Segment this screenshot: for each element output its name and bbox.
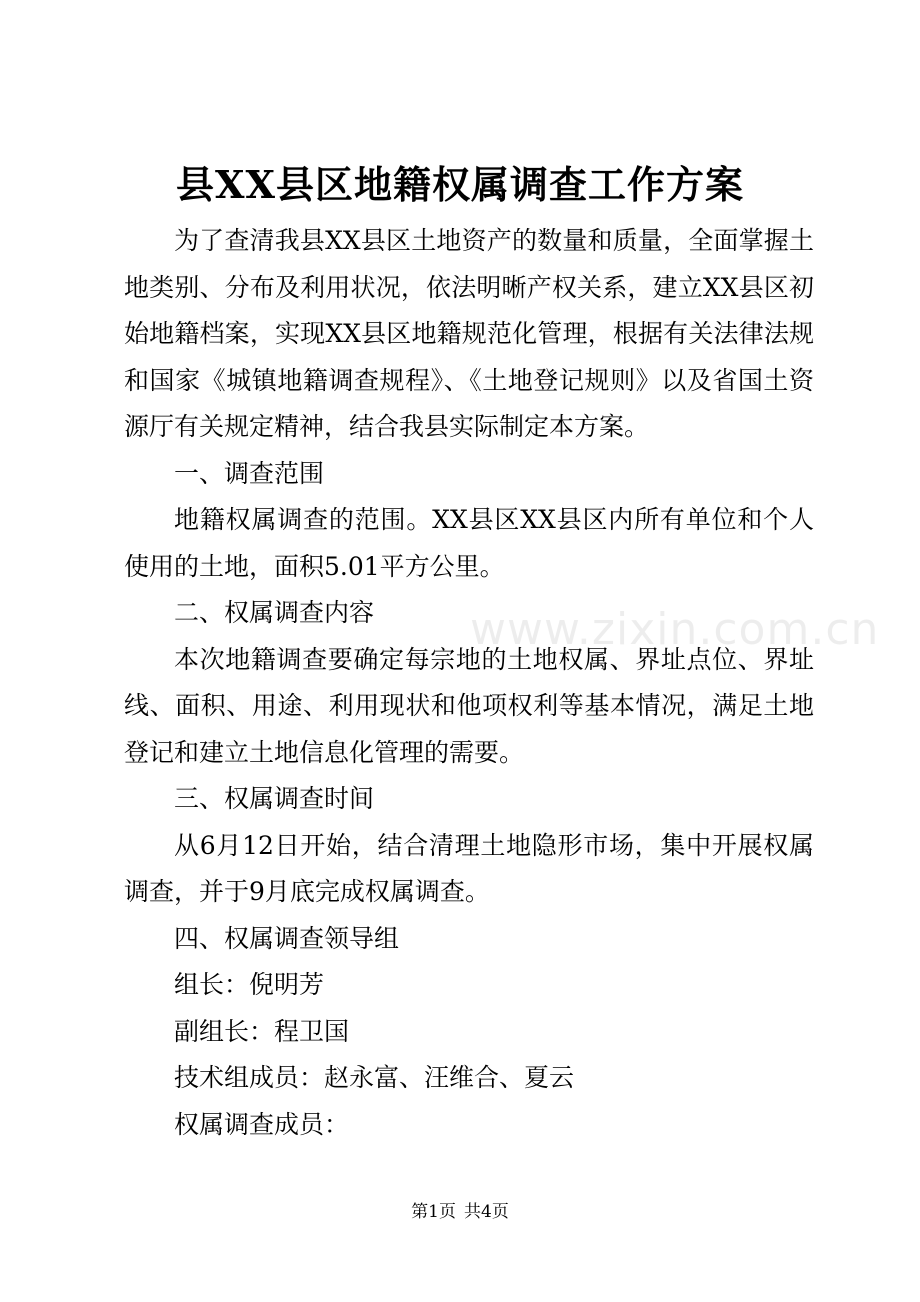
document-title: 县XX县区地籍权属调查工作方案 bbox=[176, 162, 744, 207]
content-paragraph: 本次地籍调查要确定每宗地的土地权属、界址点位、界址线、面积、用途、利用现状和他项权利等基本情况，满足土地登记和建立土地信息化管理的需要。 bbox=[124, 644, 814, 767]
scope-paragraph: 地籍权属调查的范围。XX县区XX县区内所有单位和个人使用的土地，面积5.01平方公里。 bbox=[124, 505, 814, 581]
intro-paragraph: 为了查清我县XX县区土地资产的数量和质量，全面掌握土地类别、分布及利用状况，依法明晰产权关系，建立XX县区初始地籍档案，实现XX县区地籍规范化管理，根据有关法律法规和国家《城镇地籍调查规程》、《土地登记规则》以及省国土资源厅有关规定精神，结合我县实际制定本方案。 bbox=[124, 226, 814, 441]
document-body bbox=[124, 218, 814, 1148]
leader-line: 组长：倪明芳 bbox=[174, 970, 325, 999]
survey-members-line: 权属调查成员： bbox=[174, 1109, 350, 1139]
section-heading-leadership: 四、权属调查领导组 bbox=[174, 923, 400, 953]
tech-members-line: 技术组成员：赵永富、汪维合、夏云 bbox=[174, 1063, 575, 1092]
deputy-leader-line: 副组长：程卫国 bbox=[174, 1016, 350, 1046]
section-heading-content: 二、权属调查内容 bbox=[174, 598, 375, 627]
page-number: 第1页 bbox=[411, 1202, 456, 1222]
watermark: www.zixin.com.cn bbox=[470, 604, 880, 655]
section-heading-scope: 一、调查范围 bbox=[174, 458, 325, 488]
section-heading-time: 三、权属调查时间 bbox=[174, 784, 375, 813]
page-footer bbox=[0, 1200, 920, 1224]
time-paragraph: 从6月12日开始，结合清理土地隐形市场，集中开展权属调查，并于9月底完成权属调查。 bbox=[124, 830, 814, 906]
page-total: 共4页 bbox=[464, 1202, 509, 1222]
